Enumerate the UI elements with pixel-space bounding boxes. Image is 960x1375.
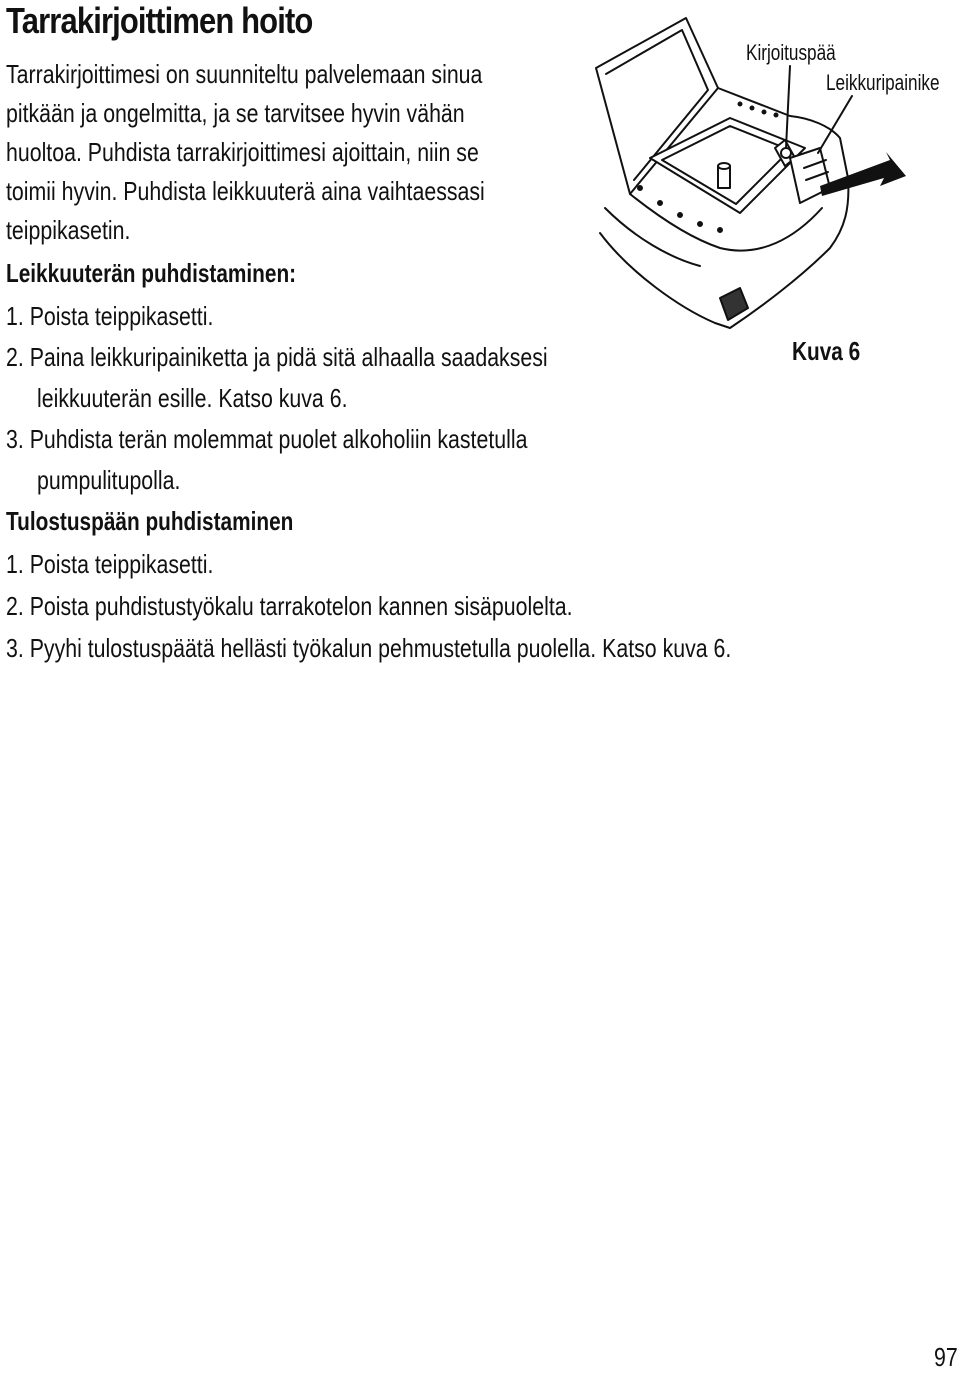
cutter-step-2-continuation: leikkuuterän esille. Katso kuva 6. <box>37 383 348 413</box>
printhead-step-2: 2. Poista puhdistustyökalu tarrakotelon kannen sisäpuolelta. <box>6 591 573 621</box>
intro-line: Tarrakirjoittimesi on suunniteltu palvelemaan sinua <box>6 59 483 89</box>
cutter-step-3-continuation: pumpulitupolla. <box>37 465 181 495</box>
intro-line: pitkään ja ongelmitta, ja se tarvitsee hyvin vähän <box>6 98 465 128</box>
cutter-cleaning-heading: Leikkuuterän puhdistaminen: <box>6 258 297 288</box>
printhead-cleaning-heading: Tulostuspään puhdistaminen <box>6 506 294 536</box>
printhead-step-1: 1. Poista teippikasetti. <box>6 549 214 579</box>
cutter-step-2: 2. Paina leikkuripainiketta ja pidä sitä alhaalla saadaksesi <box>6 342 548 372</box>
printhead-label: Kirjoituspää <box>746 40 836 65</box>
intro-line: toimii hyvin. Puhdista leikkuuterä aina vaihtaessasi <box>6 176 485 206</box>
cutter-button-label: Leikkuripainike <box>826 70 940 95</box>
page-number: 97 <box>934 1342 958 1372</box>
intro-line: teippikasetin. <box>6 215 131 245</box>
figure-caption: Kuva 6 <box>792 336 861 366</box>
intro-line: huoltoa. Puhdista tarrakirjoittimesi ajoittain, niin se <box>6 137 479 167</box>
cutter-step-1: 1. Poista teippikasetti. <box>6 301 214 331</box>
printhead-step-3: 3. Pyyhi tulostuspäätä hellästi työkalun pehmustetulla puolella. Katso kuva 6. <box>6 633 732 663</box>
page-title: Tarrakirjoittimen hoito <box>6 0 313 41</box>
cutter-step-3: 3. Puhdista terän molemmat puolet alkoholiin kastetulla <box>6 424 528 454</box>
